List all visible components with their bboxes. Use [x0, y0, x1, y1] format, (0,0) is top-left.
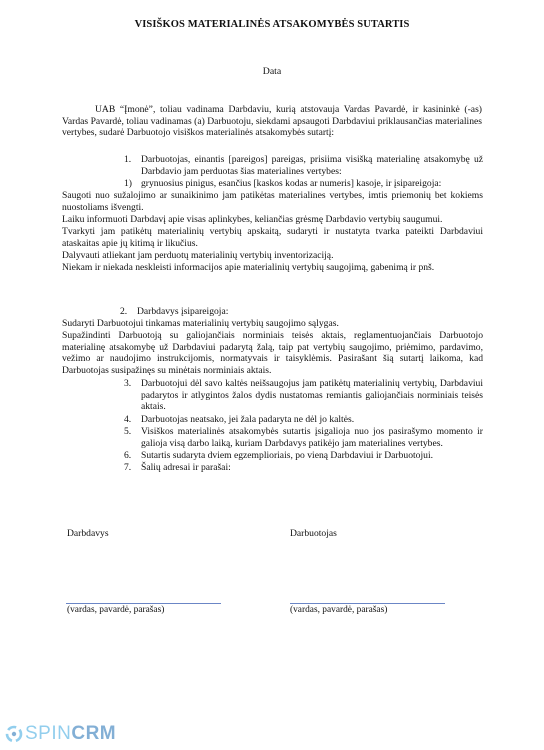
duty-paragraph: Laiku informuoti Darbdavį apie visas aplinkybes, keliančias grėsmę Darbdavio vertybių saugumui.	[62, 214, 443, 225]
list-item-7	[124, 462, 483, 474]
duty-paragraph: Niekam ir niekada neskleisti informacijos apie materialinių vertybių saugojimą, gabenimą ir pnš.	[62, 262, 435, 273]
logo-text-spin: SPIN	[25, 723, 72, 745]
list-text: Šalių adresai ir parašai:	[141, 462, 231, 473]
list-item-3	[124, 378, 483, 413]
duty-paragraph: Dalyvauti atliekant jam perduotų materialinių vertybių inventorizaciją.	[62, 250, 334, 261]
employee-signature-line	[290, 603, 445, 604]
employer-signature-label: Darbdavys	[67, 528, 109, 539]
list-number: 1)	[124, 178, 132, 189]
list-text: Visiškos materialinės atsakomybės sutartis įsigalioja nuo jos pasirašymo momento ir galioja visą darbo laiką, kuriam Darbdavys patikėjo jam materialines vertybes.	[141, 426, 483, 449]
list-item-1	[124, 154, 483, 177]
list-number: 1.	[124, 154, 132, 165]
list-text: Darbuotojas, einantis [pareigos] pareigas, prisiima visišką materialinę atsakomybę už Darbdavio jam perduotas šias materialines vertybes:	[141, 154, 483, 177]
list-text: Darbuotojas neatsako, jei žala padaryta ne dėl jo kaltės.	[141, 414, 355, 425]
list-text: Darbuotojui dėl savo kaltės neišsaugojus jam patikėtų materialinių vertybių, Darbdaviui padarytos ir atlygintos žalos dydis nustatomas remiantis galiojančiais norminiais teisės aktais.	[141, 378, 483, 413]
list-number: 3.	[124, 378, 132, 389]
list-number: 7.	[124, 462, 132, 473]
logo-text-crm: CRM	[71, 723, 117, 745]
document-date: Data	[262, 66, 282, 77]
sub-item-1	[124, 178, 483, 190]
employer-signature-caption: (vardas, pavardė, parašas)	[67, 605, 165, 615]
employee-signature-caption: (vardas, pavardė, parašas)	[290, 605, 388, 615]
list-number: 5.	[124, 426, 132, 437]
list-number: 4.	[124, 414, 132, 425]
employee-signature-label: Darbuotojas	[290, 528, 337, 539]
duty-paragraph: Tvarkyti jam patikėtų materialinių vertybių apskaitą, sudaryti ir nustatyta tvarka pateikti Darbdaviui ataskaitas apie jų kitimą ir likučius.	[62, 226, 483, 249]
spincrm-logo	[4, 722, 116, 746]
list-text: Darbdavys įsipareigoja:	[137, 306, 229, 317]
list-number: 2.	[120, 306, 128, 317]
list-number: 6.	[124, 450, 132, 461]
list-item-6	[124, 450, 483, 462]
list-item-5	[124, 426, 483, 449]
document-title: VISIŠKOS MATERIALINĖS ATSAKOMYBĖS SUTARTIS	[134, 19, 410, 30]
spincrm-logo-icon	[4, 724, 24, 744]
employer-duty-paragraph: Sudaryti Darbuotojui tinkamas materialinių vertybių saugojimo sąlygas.	[62, 318, 339, 329]
duty-paragraph: Saugoti nuo sužalojimo ar sunaikinimo jam patikėtas materialines vertybes, imtis priemonių bet kokiems nuostoliams išvengti.	[62, 190, 483, 213]
list-item-4	[124, 414, 483, 426]
list-item-2	[120, 306, 479, 318]
list-text: grynuosius pinigus, esančius [kaskos kodas ar numeris] kasoje, ir įsipareigoja:	[141, 178, 442, 189]
employer-signature-line	[66, 603, 221, 604]
employer-duty-paragraph: Supažindinti Darbuotoją su galiojančiais norminiais teisės aktais, reglamentuojančiais Darbuotojo materialinę atsakomybę už Darbdaviui padarytą žalą, taip pat vertybių saugojimo, priėmimo, pardavimo, vežimo ar naudojimo instrukcijomis, normatyvais ir taisyklėmis. Pasirašant šią sutartį laikoma, kad Darbuotojas susipažinęs su minėtais norminiais aktais.	[62, 330, 483, 377]
list-text: Sutartis sudaryta dviem egzemplioriais, po vieną Darbdaviui ir Darbuotojui.	[141, 450, 434, 461]
intro-paragraph: UAB “Įmonė”, toliau vadinama Darbdaviu, kurią atstovauja Vardas Pavardė, ir kasininkė (-as) Vardas Pavardė, toliau vadinamas (a) Darbuotoju, siekdami apsaugoti Darbdaviui priklausančias materialines vertybes, sudarė Darbuotojo visiškos materialinės atsakomybės sutartį:	[62, 104, 482, 139]
